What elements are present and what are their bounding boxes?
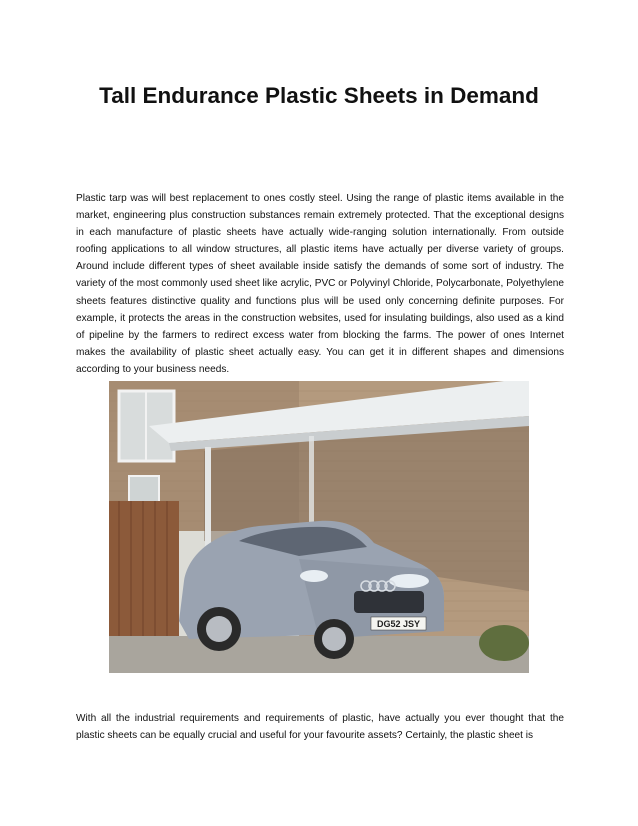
body-paragraph-2: With all the industrial requirements and requirements of plastic, have actually you ever thought that the plastic sheets can be equally crucial and useful for your favourite assets? Certainly, the plastic sheet is bbox=[76, 713, 564, 742]
page-title: Tall Endurance Plastic Sheets in Demand bbox=[99, 83, 539, 108]
license-plate-text: DG52 JSY bbox=[376, 619, 421, 629]
carport-photo bbox=[109, 381, 529, 673]
body-paragraph-1: Plastic tarp was will best replacement to ones costly steel. Using the range of plastic items available in the market, engineering plus construction substances remain extremely protected. That the exceptional designs in each manufacture of plastic sheets have actually wide-ranging solution internationally. From outside roofing applications to all window structures, all plastic items have actually per diverse variety of groups. Around include different types of sheet available inside satisfy the demands of some sort of industry. The variety of the most commonly used sheet like acrylic, PVC or Polyvinyl Chloride, Polycarbonate, Polyethylene sheets features distinctive quality and functions plus will be used only concerning definite purposes. For example, it protects the areas in the construction websites, used for insulating buildings, also used as a kind of pipeline by the farmers to redirect excess water from blocking the farms. The power of ones Internet makes the availability of plastic sheet actually easy. You can get it in different shapes and dimensions according to your business needs. bbox=[76, 193, 564, 375]
